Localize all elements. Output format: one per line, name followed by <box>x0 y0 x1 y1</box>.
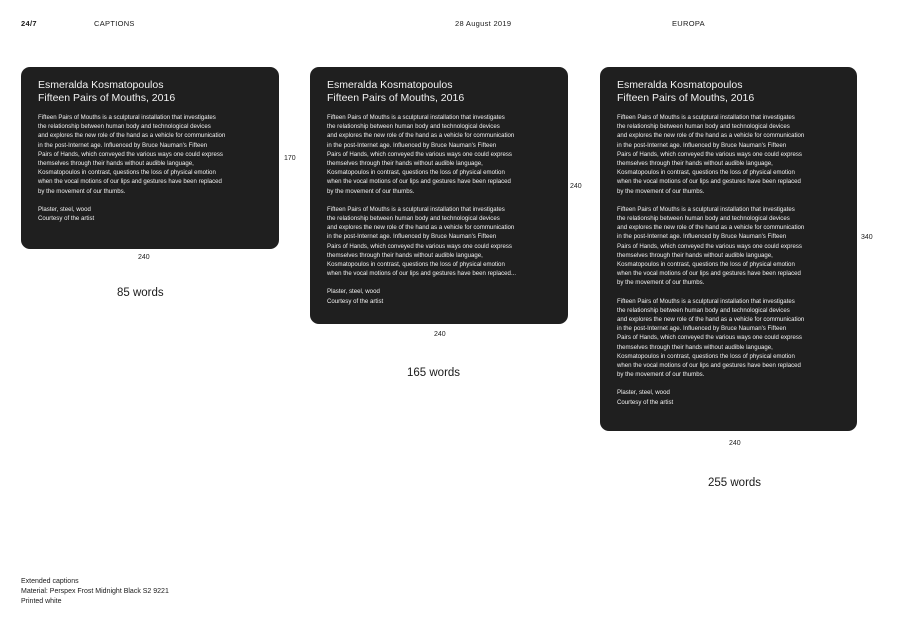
width-dimension: 240 <box>138 254 150 261</box>
caption-card-medium <box>310 67 568 324</box>
caption-meta: Plaster, steel, wood Courtesy of the artist <box>38 205 95 223</box>
caption-card-large <box>600 67 857 431</box>
caption-paragraph: Fifteen Pairs of Mouths is a sculptural installation that investigates the relationship between human body and technological devices and explores the new role of the hand as a vehicle for communication in the post-Internet age. Influenced by Bruce Nauman's Fifteen Pairs of Hands, which conveyed the various ways one could express themselves through their hands without audible language, Kosmatopoulos in contrast, questions the loss of physical emotion when the vocal motions of our lips and gestures have been replaced by the movement of our thumbs. <box>617 205 805 287</box>
caption-meta: Plaster, steel, wood Courtesy of the artist <box>617 389 674 406</box>
height-dimension: 340 <box>861 234 873 241</box>
caption-paragraph: Fifteen Pairs of Mouths is a sculptural installation that investigates the relationship between human body and technological devices and explores the new role of the hand as a vehicle for communication in the post-Internet age. Influenced by Bruce Nauman's Fifteen Pairs of Hands, which conveyed the various ways one could express themselves through their hands without audible language, Kosmatopoulos in contrast, questions the loss of physical emotion when the vocal motions of our lips and gestures have been replaced by the movement of our thumbs. <box>38 114 226 195</box>
caption-artist: Esmeralda Kosmatopoulos <box>38 79 164 91</box>
width-dimension: 240 <box>434 331 446 338</box>
caption-work: Fifteen Pairs of Mouths, 2016 <box>327 92 465 104</box>
caption-paragraph: Fifteen Pairs of Mouths is a sculptural installation that investigates the relationship between human body and technological devices and explores the new role of the hand as a vehicle for communication in the post-Internet age. Influenced by Bruce Nauman's Fifteen Pairs of Hands, which conveyed the various ways one could express themselves through their hands without audible language, Kosmatopoulos in contrast, questions the loss of physical emotion when the vocal motions of our lips and gestures have been replaced by the movement of our thumbs. <box>617 297 805 379</box>
caption-artist: Esmeralda Kosmatopoulos <box>327 79 453 91</box>
section-label: CAPTIONS <box>94 19 135 28</box>
venue-label: EUROPA <box>672 19 705 28</box>
footer-line: Printed white <box>21 598 62 605</box>
footer-line: Material: Perspex Frost Midnight Black S2 9221 <box>21 588 169 595</box>
page-code: 24/7 <box>21 19 37 28</box>
footer-notes <box>21 577 169 607</box>
caption-work: Fifteen Pairs of Mouths, 2016 <box>617 92 755 104</box>
caption-card-small <box>21 67 279 249</box>
caption-work: Fifteen Pairs of Mouths, 2016 <box>38 92 176 104</box>
height-dimension: 170 <box>284 155 296 162</box>
caption-meta: Plaster, steel, wood Courtesy of the artist <box>327 288 384 305</box>
footer-line: Extended captions <box>21 578 79 585</box>
width-dimension: 240 <box>729 440 741 447</box>
word-count: 85 words <box>117 287 164 299</box>
word-count: 255 words <box>708 477 762 489</box>
height-dimension: 240 <box>570 183 582 190</box>
word-count: 165 words <box>407 367 461 379</box>
caption-artist: Esmeralda Kosmatopoulos <box>617 79 743 91</box>
date-label: 28 August 2019 <box>455 19 512 28</box>
caption-paragraph: Fifteen Pairs of Mouths is a sculptural installation that investigates the relationship between human body and technological devices and explores the new role of the hand as a vehicle for communication in the post-Internet age. Influenced by Bruce Nauman's Fifteen Pairs of Hands, which conveyed the various ways one could express themselves through their hands without audible language, Kosmatopoulos in contrast, questions the loss of physical emotion when the vocal motions of our lips and gestures have been replaced by the movement of our thumbs. <box>617 114 805 195</box>
caption-paragraph: Fifteen Pairs of Mouths is a sculptural installation that investigates the relationship between human body and technological devices and explores the new role of the hand as a vehicle for communication in the post-Internet age. Influenced by Bruce Nauman's Fifteen Pairs of Hands, which conveyed the various ways one could express themselves through their hands without audible language, Kosmatopoulos in contrast, questions the loss of physical emotion when the vocal motions of our lips and gestures have been replaced by the movement of our thumbs. <box>327 114 515 195</box>
caption-paragraph-truncated: Fifteen Pairs of Mouths is a sculptural installation that investigates the relationship between human body and technological devices and explores the new role of the hand as a vehicle for communication in the post-Internet age. Influenced by Bruce Nauman's Fifteen Pairs of Hands, which conveyed the various ways one could express themselves through their hands without audible language, Kosmatopoulos in contrast, questions the loss of physical emotion when the vocal motions of our lips and gestures have been replaced... <box>327 205 517 278</box>
